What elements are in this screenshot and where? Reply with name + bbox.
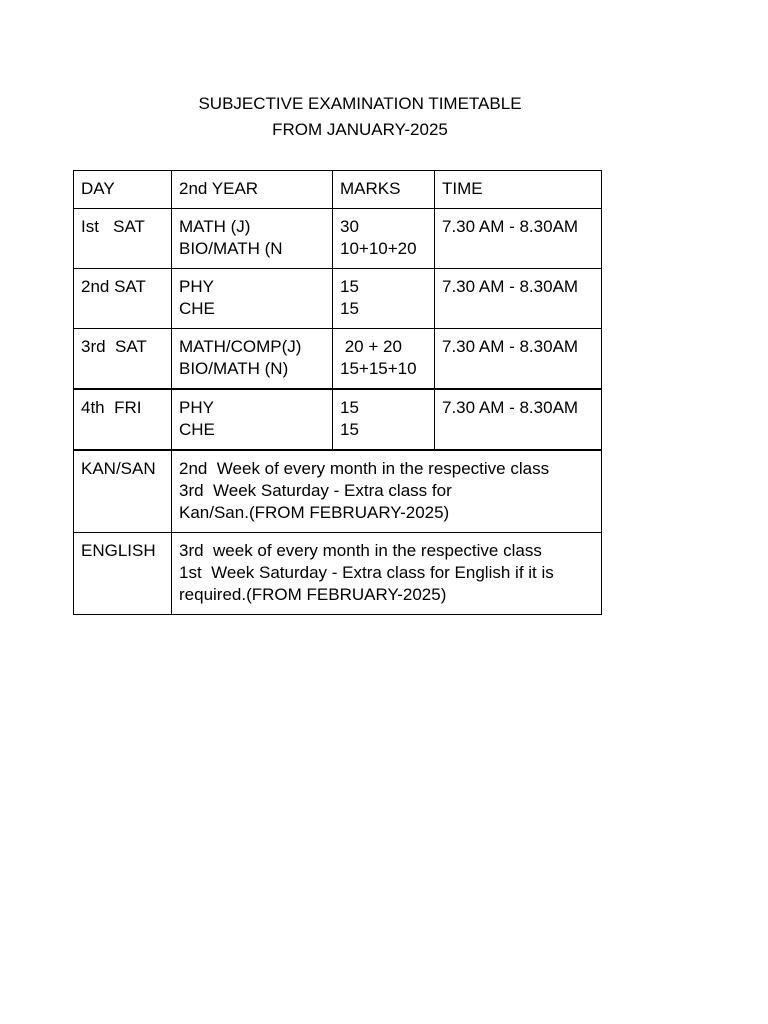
note-label: KAN/SAN	[74, 450, 172, 533]
note-line: 3rd week of every month in the respective class	[179, 541, 542, 560]
subjects-cell	[172, 269, 333, 329]
time-cell: 7.30 AM - 8.30AM	[435, 329, 602, 390]
subject: CHE	[179, 299, 215, 318]
table-row	[74, 269, 602, 329]
header-row	[74, 171, 602, 209]
time-cell: 7.30 AM - 8.30AM	[435, 209, 602, 269]
header-year: 2nd YEAR	[172, 171, 333, 209]
note-line: 2nd Week of every month in the respective class	[179, 459, 550, 478]
table-row	[74, 329, 602, 390]
subjects-cell	[172, 329, 333, 390]
header-marks: MARKS	[333, 171, 435, 209]
marks: 20 + 20	[340, 337, 402, 356]
note-text	[172, 450, 602, 533]
table-row	[74, 389, 602, 450]
title-line-2: FROM JANUARY-2025	[272, 120, 448, 139]
note-line: Kan/San.(FROM FEBRUARY-2025)	[179, 503, 450, 522]
marks-cell	[333, 389, 435, 450]
subject: BIO/MATH (N)	[179, 359, 289, 378]
day-cell: 4th FRI	[74, 389, 172, 450]
subjects-cell	[172, 389, 333, 450]
title-line-1: SUBJECTIVE EXAMINATION TIMETABLE	[198, 94, 522, 113]
marks: 15	[340, 299, 359, 318]
timetable	[73, 170, 602, 615]
note-line: 3rd Week Saturday - Extra class for	[179, 481, 452, 500]
note-text	[172, 533, 602, 615]
subject: MATH/COMP(J)	[179, 337, 302, 356]
marks-cell	[333, 269, 435, 329]
subject: PHY	[179, 277, 214, 296]
subject: CHE	[179, 420, 215, 439]
day-cell: 2nd SAT	[74, 269, 172, 329]
note-row-kan-san	[74, 450, 602, 533]
marks: 30	[340, 217, 359, 236]
time-cell: 7.30 AM - 8.30AM	[435, 269, 602, 329]
note-row-english	[74, 533, 602, 615]
marks: 10+10+20	[340, 239, 417, 258]
marks: 15	[340, 420, 359, 439]
marks: 15+15+10	[340, 359, 417, 378]
subjects-cell	[172, 209, 333, 269]
marks-cell	[333, 329, 435, 390]
subject: PHY	[179, 398, 214, 417]
day-cell: Ist SAT	[74, 209, 172, 269]
note-line: required.(FROM FEBRUARY-2025)	[179, 585, 447, 604]
note-line: 1st Week Saturday - Extra class for English if it is	[179, 563, 554, 582]
time-cell: 7.30 AM - 8.30AM	[435, 389, 602, 450]
marks: 15	[340, 277, 359, 296]
subject: BIO/MATH (N	[179, 239, 283, 258]
day-cell: 3rd SAT	[74, 329, 172, 390]
table-row	[74, 209, 602, 269]
header-time: TIME	[435, 171, 602, 209]
marks: 15	[340, 398, 359, 417]
header-day: DAY	[74, 171, 172, 209]
note-label: ENGLISH	[74, 533, 172, 615]
subject: MATH (J)	[179, 217, 251, 236]
marks-cell	[333, 209, 435, 269]
